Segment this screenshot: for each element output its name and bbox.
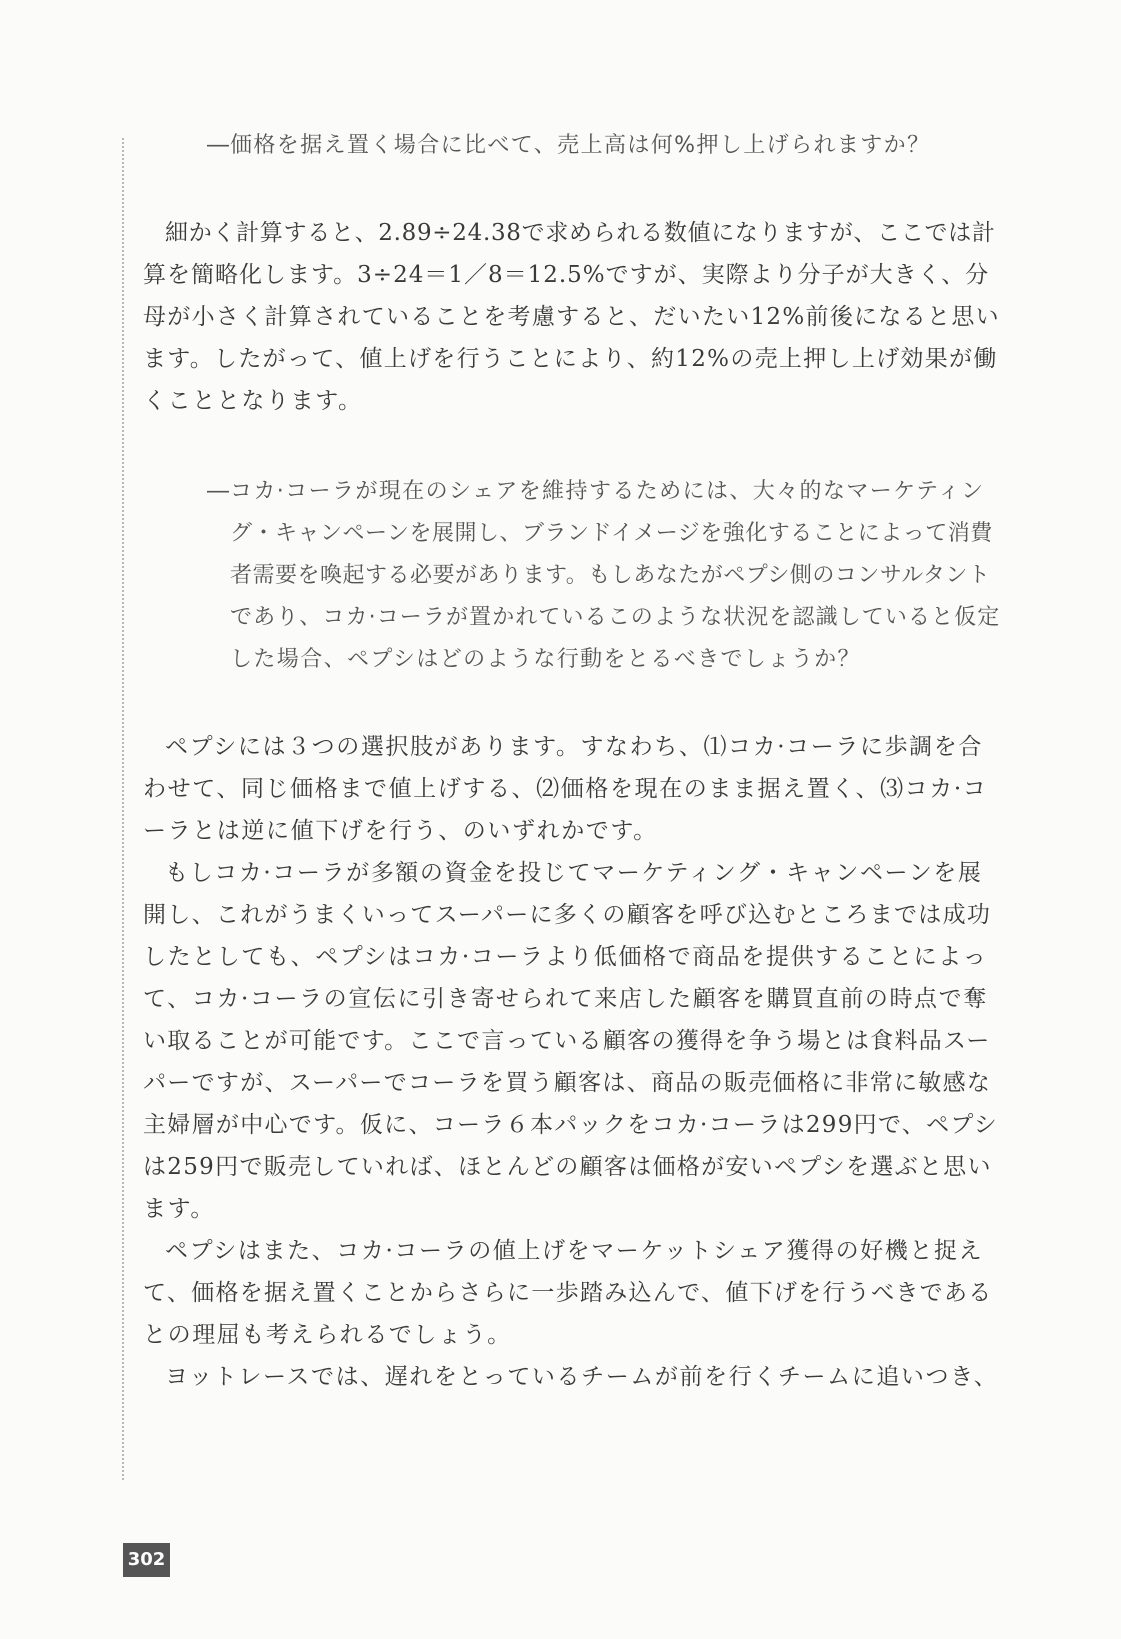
body-line: は259円で販売していれば、ほとんどの顧客は価格が安いペプシを選ぶと思い (143, 1154, 992, 1180)
body-line: もしコカ·コーラが多額の資金を投じてマーケティング・キャンペーンを展 (165, 860, 983, 886)
body-line: 細かく計算すると、2.89÷24.38で求められる数値になりますが、ここでは計 (165, 220, 996, 246)
body-line: ーラとは逆に値下げを行う、のいずれかです。 (143, 818, 658, 844)
question-line: した場合、ペプシはどのような行動をとるべきでしょうか？ (230, 647, 861, 672)
body-line: 算を簡略化します。3÷24＝1／8＝12.5%ですが、実際より分子が大きく、分 (143, 262, 990, 288)
question-line: グ・キャンペーンを展開し、ブランドイメージを強化することによって消費 (230, 521, 993, 546)
body-line: わせて、同じ価格まで値上げする、⑵価格を現在のまま据え置く、⑶コカ·コ (143, 776, 988, 802)
body-line: て、価格を据え置くことからさらに一歩踏み込んで、値下げを行うべきである (143, 1280, 993, 1306)
question-line: コカ·コーラが現在のシェアを維持するためには、大々的なマーケティン (230, 479, 985, 504)
body-line: い取ることが可能です。ここで言っている顧客の獲得を争う場とは食料品スー (143, 1028, 991, 1054)
margin-dotted-rule (122, 138, 124, 1480)
body-line: ます。したがって、値上げを行うことにより、約12%の売上押し上げ効果が働 (143, 346, 998, 372)
body-line: ます。 (143, 1196, 215, 1222)
body-line: パーですが、スーパーでコーラを買う顧客は、商品の販売価格に非常に敏感な (143, 1070, 992, 1096)
body-line: 開し、これがうまくいってスーパーに多くの顧客を呼び込むところまでは成功 (143, 902, 992, 928)
question-line: であり、コカ·コーラが置かれているこのような状況を認識していると仮定 (230, 605, 1001, 630)
question-line: 価格を据え置く場合に比べて、売上高は何%押し上げられますか？ (230, 133, 931, 158)
question-dash: ― (207, 479, 229, 504)
body-line: 母が小さく計算されていることを考慮すると、だいたい12%前後になると思い (143, 304, 1000, 330)
body-line: くこととなります。 (143, 388, 363, 414)
body-line: したとしても、ペプシはコカ·コーラより低価格で商品を提供することによっ (143, 944, 988, 970)
body-line: ペプシには３つの選択肢があります。すなわち、⑴コカ·コーラに歩調を合 (165, 734, 983, 760)
page-number: 302 (123, 1543, 170, 1577)
question-dash: ― (207, 133, 229, 158)
body-line: ペプシはまた、コカ·コーラの値上げをマーケットシェア獲得の好機と捉え (165, 1238, 984, 1264)
question-line: 者需要を喚起する必要があります。もしあなたがペプシ側のコンサルタント (230, 563, 991, 588)
body-line: て、コカ·コーラの宣伝に引き寄せられて来店した顧客を購買直前の時点で奪 (143, 986, 988, 1012)
body-line: ヨットレースでは、遅れをとっているチームが前を行くチームに追いつき、 (165, 1364, 999, 1390)
body-line: との理屈も考えられるでしょう。 (143, 1322, 512, 1348)
body-line: 主婦層が中心です。仮に、コーラ６本パックをコカ·コーラは299円で、ペプシ (143, 1112, 999, 1138)
